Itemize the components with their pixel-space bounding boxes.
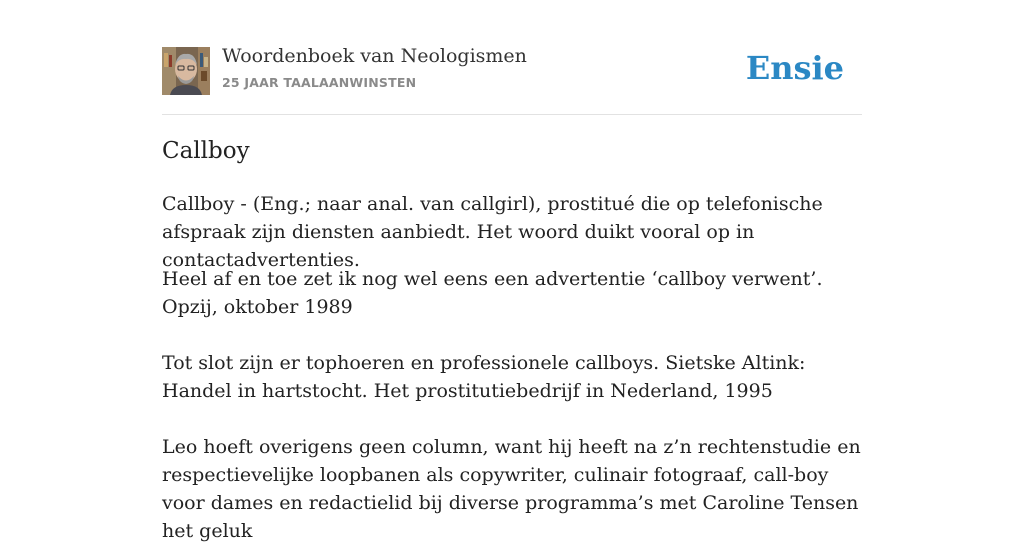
page-container [162, 0, 862, 542]
citation-paragraph: Leo hoeft overigens geen column, want hij heeft na z’n rechtenstudie en respectievelijke loopbanen als copywriter, culinair fotograaf, call-boy voor dames en redactielid bij diverse programma’s met Caroline Tensen het geluk [162, 436, 861, 542]
avatar-image [162, 47, 210, 95]
entry-title: Callboy [162, 138, 250, 164]
site-subtitle: 25 JAAR TAALAANWINSTEN [222, 75, 417, 90]
citation-paragraph: Tot slot zijn er tophoeren en professionele callboys. Sietske Altink: Handel in hartstocht. Het prostitutiebedrijf in Nederland, 1995 [162, 352, 806, 402]
brand-logo[interactable]: Ensie [745, 49, 844, 87]
citation-paragraph: Heel af en toe zet ik nog wel eens een advertentie ‘callboy verwent’. Opzij, oktober 1989 [162, 268, 823, 318]
definition-paragraph: Callboy - (Eng.; naar anal. van callgirl), prostitué die op telefonische afspraak zijn diensten aanbiedt. Het woord duikt vooral op in contactadvertenties. [162, 193, 823, 271]
site-title[interactable]: Woordenboek van Neologismen [222, 45, 527, 67]
avatar[interactable] [162, 47, 210, 95]
site-header [162, 0, 862, 115]
